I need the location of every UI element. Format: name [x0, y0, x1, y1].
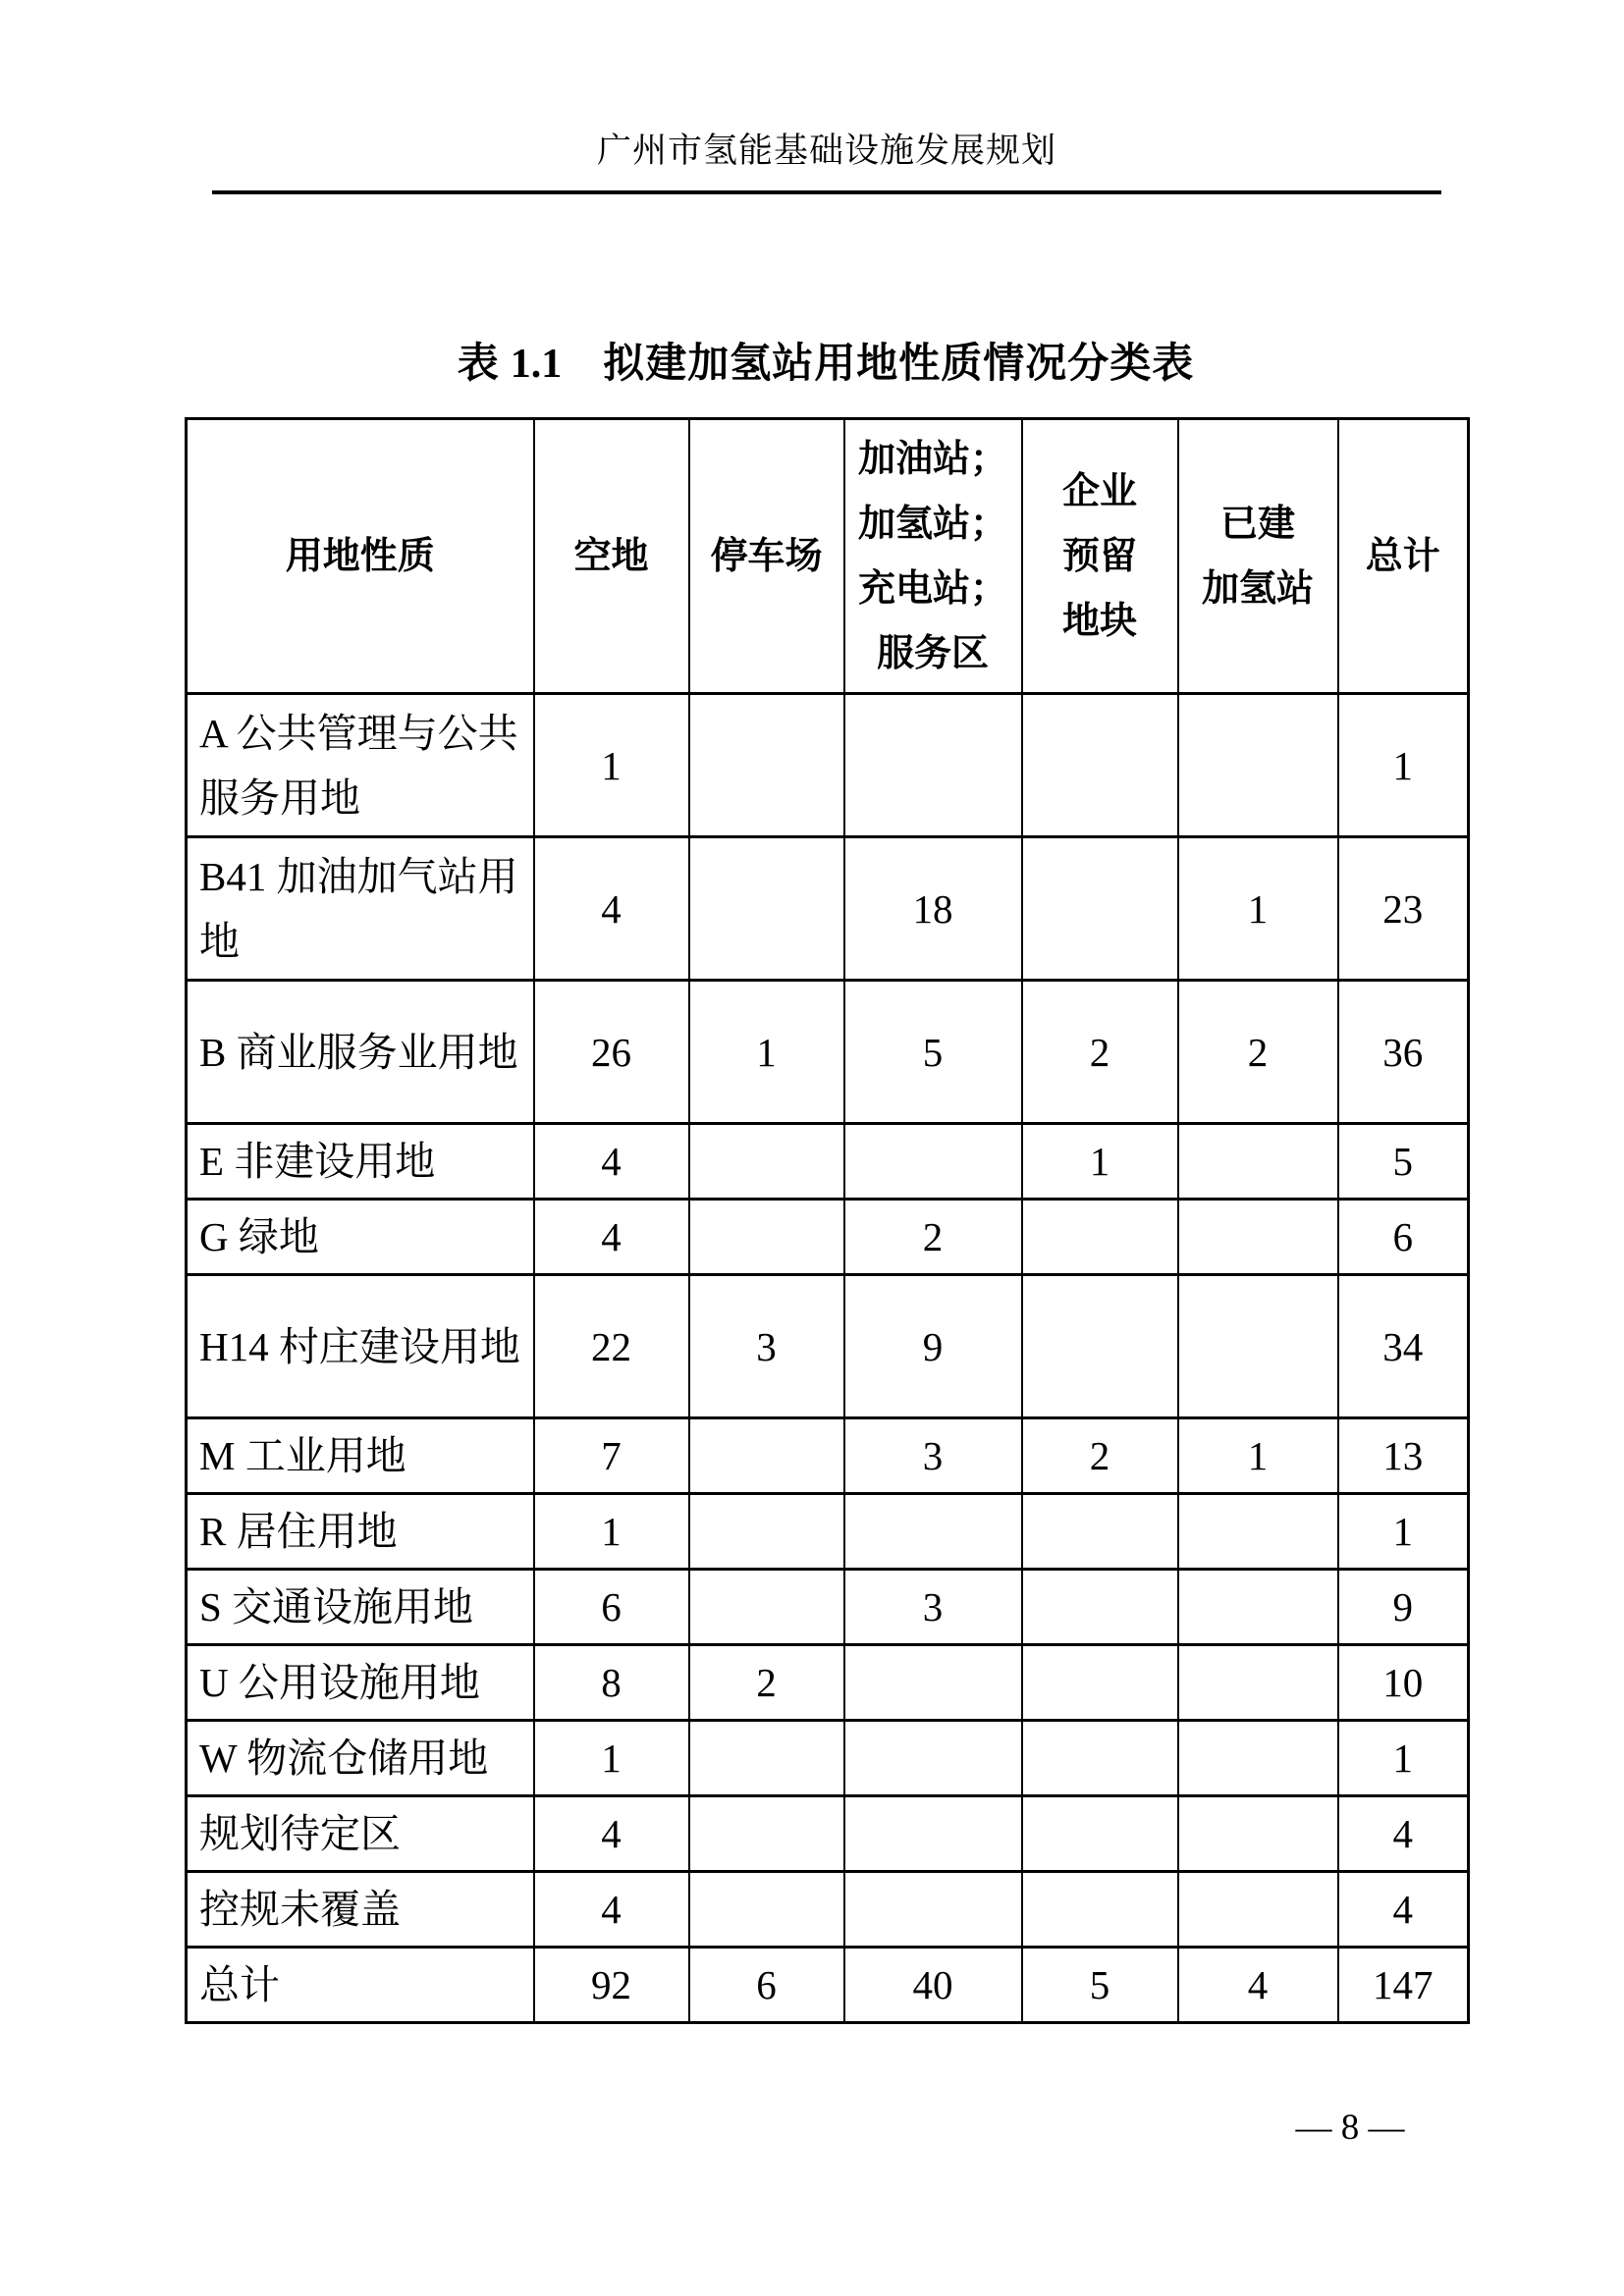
column-header	[187, 419, 534, 694]
value-cell: 10	[1338, 1645, 1469, 1721]
value-cell: 9	[844, 1275, 1022, 1418]
value-cell	[1178, 1124, 1338, 1200]
column-header-line: 预留	[1061, 535, 1137, 577]
value-cell: 22	[534, 1275, 689, 1418]
value-cell: 2	[844, 1200, 1022, 1275]
value-cell: 13	[1338, 1418, 1469, 1494]
value-cell	[844, 1124, 1022, 1200]
column-header-line: 服务区	[876, 632, 989, 674]
column-header-line: 已建	[1219, 503, 1295, 545]
value-cell: 6	[534, 1570, 689, 1645]
value-cell: 26	[534, 981, 689, 1124]
value-cell	[689, 694, 844, 837]
value-cell	[1022, 837, 1178, 981]
row-label-cell: W 物流仓储用地	[187, 1721, 534, 1796]
value-cell: 4	[534, 1200, 689, 1275]
value-cell: 18	[844, 837, 1022, 981]
value-cell	[1022, 1645, 1178, 1721]
row-label-cell: A 公共管理与公共服务用地	[187, 694, 534, 837]
value-cell	[1178, 1645, 1338, 1721]
table-row	[187, 1570, 1469, 1645]
value-cell	[689, 1570, 844, 1645]
value-cell: 36	[1338, 981, 1469, 1124]
value-cell: 5	[844, 981, 1022, 1124]
value-cell	[1022, 1494, 1178, 1570]
value-cell	[844, 1494, 1022, 1570]
column-header-line: 加氢站	[1201, 567, 1314, 610]
caption-number: 1.1	[510, 342, 563, 387]
value-cell: 23	[1338, 837, 1469, 981]
value-cell: 4	[534, 1872, 689, 1948]
value-cell: 4	[1178, 1948, 1338, 2023]
value-cell: 1	[1338, 1494, 1469, 1570]
value-cell	[844, 1796, 1022, 1872]
column-header	[534, 419, 689, 694]
caption-title: 拟建加氢站用地性质情况分类表	[603, 340, 1195, 386]
value-cell: 2	[1022, 1418, 1178, 1494]
value-cell: 6	[1338, 1200, 1469, 1275]
value-cell: 1	[1178, 1418, 1338, 1494]
value-cell	[1022, 1796, 1178, 1872]
column-header-line: 加氢站；	[857, 503, 1007, 545]
table-row	[187, 981, 1469, 1124]
value-cell	[1178, 1796, 1338, 1872]
column-header-line: 加油站；	[857, 438, 1007, 480]
value-cell: 92	[534, 1948, 689, 2023]
value-cell: 147	[1338, 1948, 1469, 2023]
value-cell	[689, 1721, 844, 1796]
column-header	[1022, 419, 1178, 694]
value-cell: 1	[1338, 1721, 1469, 1796]
value-cell: 7	[534, 1418, 689, 1494]
value-cell: 1	[1178, 837, 1338, 981]
value-cell: 5	[1338, 1124, 1469, 1200]
table-row	[187, 1948, 1469, 2023]
value-cell	[689, 1418, 844, 1494]
value-cell: 3	[844, 1418, 1022, 1494]
value-cell	[844, 1645, 1022, 1721]
land-use-table	[185, 417, 1470, 2024]
row-label-cell: 规划待定区	[187, 1796, 534, 1872]
table-row	[187, 837, 1469, 981]
value-cell	[1022, 1872, 1178, 1948]
document-header	[212, 129, 1441, 194]
value-cell	[689, 1200, 844, 1275]
column-header-line: 空地	[573, 535, 649, 577]
value-cell	[1178, 1721, 1338, 1796]
value-cell: 1	[689, 981, 844, 1124]
value-cell	[1022, 1200, 1178, 1275]
value-cell: 4	[534, 1796, 689, 1872]
column-header-line: 停车场	[710, 535, 823, 577]
value-cell	[1022, 1570, 1178, 1645]
value-cell: 2	[689, 1645, 844, 1721]
header-rule	[212, 190, 1441, 194]
value-cell: 1	[1022, 1124, 1178, 1200]
value-cell	[1178, 1275, 1338, 1418]
value-cell: 1	[1338, 694, 1469, 837]
column-header-line: 地块	[1061, 600, 1137, 642]
column-header	[1338, 419, 1469, 694]
value-cell: 4	[534, 1124, 689, 1200]
column-header	[1178, 419, 1338, 694]
value-cell: 8	[534, 1645, 689, 1721]
row-label-cell: S 交通设施用地	[187, 1570, 534, 1645]
table-row	[187, 1275, 1469, 1418]
caption-prefix: 表	[457, 340, 499, 386]
column-header-line: 总计	[1365, 535, 1440, 577]
value-cell	[1178, 1494, 1338, 1570]
table-row	[187, 1872, 1469, 1948]
row-label-cell: M 工业用地	[187, 1418, 534, 1494]
table-row	[187, 1494, 1469, 1570]
value-cell	[844, 1721, 1022, 1796]
value-cell: 34	[1338, 1275, 1469, 1418]
table-row	[187, 1418, 1469, 1494]
header-title: 广州市氢能基础设施发展规划	[596, 132, 1056, 170]
value-cell	[1178, 1200, 1338, 1275]
column-header-line: 企业	[1061, 470, 1137, 512]
table-row	[187, 1645, 1469, 1721]
value-cell	[689, 1796, 844, 1872]
value-cell	[1178, 1570, 1338, 1645]
value-cell	[689, 837, 844, 981]
value-cell: 9	[1338, 1570, 1469, 1645]
table-row	[187, 1721, 1469, 1796]
row-label-cell: G 绿地	[187, 1200, 534, 1275]
table-row	[187, 1124, 1469, 1200]
value-cell	[689, 1124, 844, 1200]
table-row	[187, 694, 1469, 837]
row-label-cell: E 非建设用地	[187, 1124, 534, 1200]
value-cell: 6	[689, 1948, 844, 2023]
value-cell: 3	[689, 1275, 844, 1418]
value-cell	[689, 1494, 844, 1570]
row-label-cell: H14 村庄建设用地	[187, 1275, 534, 1418]
value-cell: 5	[1022, 1948, 1178, 2023]
value-cell: 4	[1338, 1796, 1469, 1872]
value-cell	[844, 694, 1022, 837]
row-label-cell: 总计	[187, 1948, 534, 2023]
value-cell	[844, 1872, 1022, 1948]
column-header-line: 用地性质	[285, 535, 435, 577]
value-cell	[1178, 694, 1338, 837]
value-cell	[1022, 1275, 1178, 1418]
value-cell	[1022, 1721, 1178, 1796]
row-label-cell: B41 加油加气站用地	[187, 837, 534, 981]
value-cell	[689, 1872, 844, 1948]
row-label-cell: 控规未覆盖	[187, 1872, 534, 1948]
value-cell	[1178, 1872, 1338, 1948]
value-cell	[1022, 694, 1178, 837]
value-cell: 2	[1178, 981, 1338, 1124]
value-cell: 1	[534, 694, 689, 837]
value-cell: 40	[844, 1948, 1022, 2023]
value-cell: 3	[844, 1570, 1022, 1645]
value-cell: 4	[534, 837, 689, 981]
table-header-row	[187, 419, 1469, 694]
row-label-cell: B 商业服务业用地	[187, 981, 534, 1124]
row-label-cell: U 公用设施用地	[187, 1645, 534, 1721]
table-row	[187, 1200, 1469, 1275]
value-cell: 2	[1022, 981, 1178, 1124]
table-caption	[185, 338, 1467, 390]
table-row	[187, 1796, 1469, 1872]
column-header	[844, 419, 1022, 694]
row-label-cell: R 居住用地	[187, 1494, 534, 1570]
column-header	[689, 419, 844, 694]
value-cell: 4	[1338, 1872, 1469, 1948]
column-header-line: 充电站；	[857, 567, 1007, 610]
value-cell: 1	[534, 1494, 689, 1570]
value-cell: 1	[534, 1721, 689, 1796]
page-number: — 8 —	[1295, 2108, 1405, 2148]
